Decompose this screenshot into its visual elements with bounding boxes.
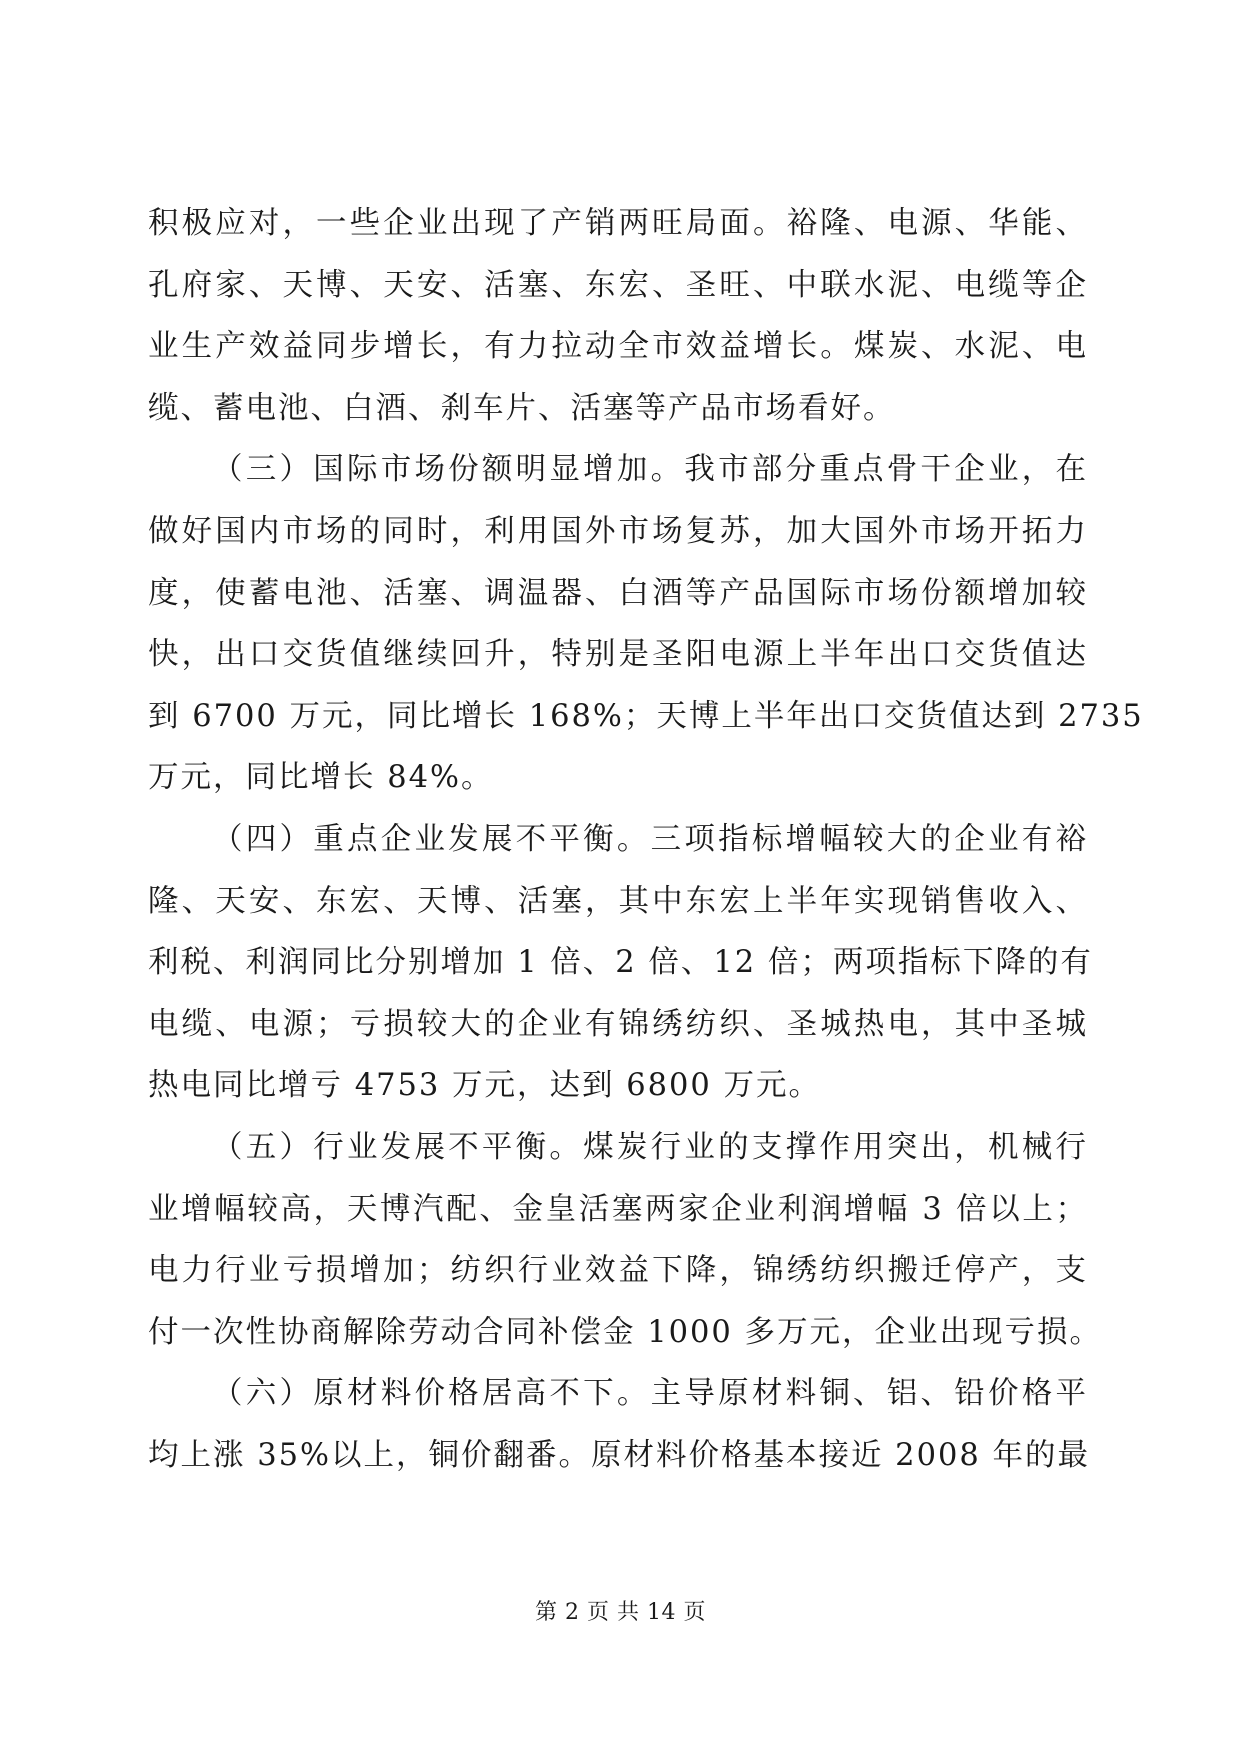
text-line: 付一次性协商解除劳动合同补偿金 1000 多万元，企业出现亏损。 <box>148 1314 1103 1350</box>
text-line: 电缆、电源；亏损较大的企业有锦绣纺织、圣城热电，其中圣城 <box>148 1006 1088 1042</box>
paragraph-heading-line: （五）行业发展不平衡。煤炭行业的支撑作用突出，机械行 <box>212 1129 1088 1165</box>
body-text <box>148 193 1144 1486</box>
text-line: 度，使蓄电池、活塞、调温器、白酒等产品国际市场份额增加较 <box>148 575 1088 611</box>
paragraph-heading-line: （三）国际市场份额明显增加。我市部分重点骨干企业，在 <box>212 452 1088 488</box>
text-line: 隆、天安、东宏、天博、活塞，其中东宏上半年实现销售收入、 <box>148 883 1088 919</box>
text-line: 热电同比增亏 4753 万元，达到 6800 万元。 <box>148 1068 822 1104</box>
text-line: 业增幅较高，天博汽配、金皇活塞两家企业利润增幅 3 倍以上； <box>148 1191 1088 1227</box>
text-line: 做好国内市场的同时，利用国外市场复苏，加大国外市场开拓力 <box>148 513 1088 549</box>
text-line: 万元，同比增长 84%。 <box>148 760 494 796</box>
text-line: 业生产效益同步增长，有力拉动全市效益增长。煤炭、水泥、电 <box>148 329 1088 365</box>
text-line: 均上涨 35%以上，铜价翻番。原材料价格基本接近 2008 年的最 <box>148 1437 1090 1473</box>
text-line: 到 6700 万元，同比增长 168%；天博上半年出口交货值达到 2735 <box>148 698 1144 734</box>
page-number-footer: 第 2 页 共 14 页 <box>535 1600 706 1625</box>
text-line: 积极应对，一些企业出现了产销两旺局面。裕隆、电源、华能、 <box>148 206 1088 241</box>
text-line: 利税、利润同比分别增加 1 倍、2 倍、12 倍；两项指标下降的有 <box>148 945 1093 981</box>
text-line: 孔府家、天博、天安、活塞、东宏、圣旺、中联水泥、电缆等企 <box>148 267 1088 303</box>
text-line: 缆、蓄电池、白酒、刹车片、活塞等产品市场看好。 <box>148 390 896 426</box>
paragraph-heading-line: （四）重点企业发展不平衡。三项指标增幅较大的企业有裕 <box>212 821 1088 857</box>
text-line: 电力行业亏损增加；纺织行业效益下降，锦绣纺织搬迁停产，支 <box>148 1253 1088 1289</box>
paragraph-heading-line: （六）原材料价格居高不下。主导原材料铜、铝、铅价格平 <box>212 1376 1088 1412</box>
text-line: 快，出口交货值继续回升，特别是圣阳电源上半年出口交货值达 <box>148 637 1088 673</box>
